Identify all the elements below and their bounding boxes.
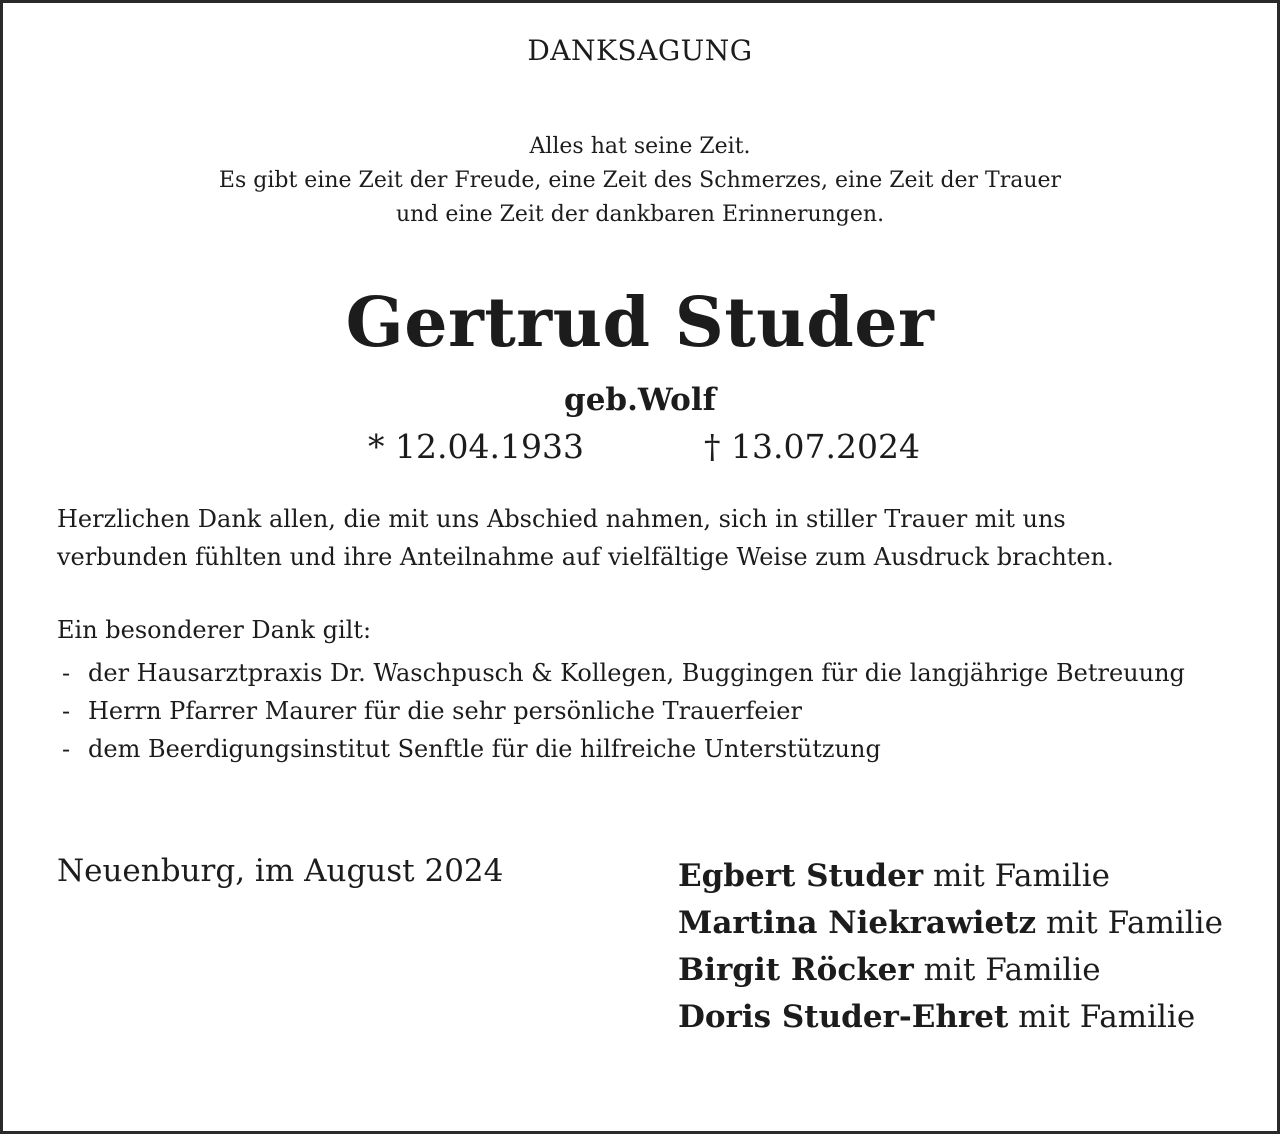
signer-suffix: mit Familie	[923, 952, 1101, 988]
dash-bullet: -	[62, 697, 71, 725]
signer	[678, 994, 1223, 1041]
thanks-line: Herzlichen Dank allen, die mit uns Abschied nahmen, sich in stiller Trauer mit uns	[57, 505, 1066, 533]
dash-bullet: -	[62, 735, 71, 763]
signers-list	[678, 853, 1223, 1041]
thanks-paragraph	[57, 500, 1114, 576]
special-thanks-list	[62, 654, 1185, 768]
motto-line: und eine Zeit der dankbaren Erinnerungen.	[395, 202, 885, 227]
list-item	[62, 692, 1185, 730]
dash-bullet: -	[62, 659, 71, 687]
signer-name: Egbert Studer	[678, 858, 924, 894]
signer-suffix: mit Familie	[932, 858, 1110, 894]
motto	[0, 130, 1280, 232]
signer-name: Doris Studer-Ehret	[678, 999, 1009, 1035]
signer	[678, 947, 1223, 994]
signer	[678, 853, 1223, 900]
deceased-name: Gertrud Studer	[345, 283, 935, 363]
birth-date: * 12.04.1933	[368, 427, 584, 466]
notice-heading: DANKSAGUNG	[527, 34, 753, 67]
list-item	[62, 730, 1185, 768]
signer	[678, 900, 1223, 947]
motto-line: Es gibt eine Zeit der Freude, eine Zeit des Schmerzes, eine Zeit der Trauer	[218, 168, 1062, 193]
list-item-text: dem Beerdigungsinstitut Senftle für die hilfreiche Unterstützung	[88, 735, 881, 763]
signer-name: Birgit Röcker	[678, 952, 914, 988]
list-item	[62, 654, 1185, 692]
list-item-text: Herrn Pfarrer Maurer für die sehr persönliche Trauerfeier	[88, 697, 802, 725]
death-date: † 13.07.2024	[704, 427, 920, 466]
motto-line: Alles hat seine Zeit.	[529, 134, 751, 159]
special-thanks-title: Ein besonderer Dank gilt:	[57, 616, 372, 644]
signer-suffix: mit Familie	[1045, 905, 1223, 941]
maiden-name: geb.Wolf	[564, 382, 716, 418]
thanks-line: verbunden fühlten und ihre Anteilnahme auf vielfältige Weise zum Ausdruck brachten.	[57, 543, 1114, 571]
list-item-text: der Hausarztpraxis Dr. Waschpusch & Kollegen, Buggingen für die langjährige Betreuung	[88, 659, 1185, 687]
signer-name: Martina Niekrawietz	[678, 905, 1037, 941]
place-date: Neuenburg, im August 2024	[57, 853, 504, 889]
signer-suffix: mit Familie	[1018, 999, 1196, 1035]
